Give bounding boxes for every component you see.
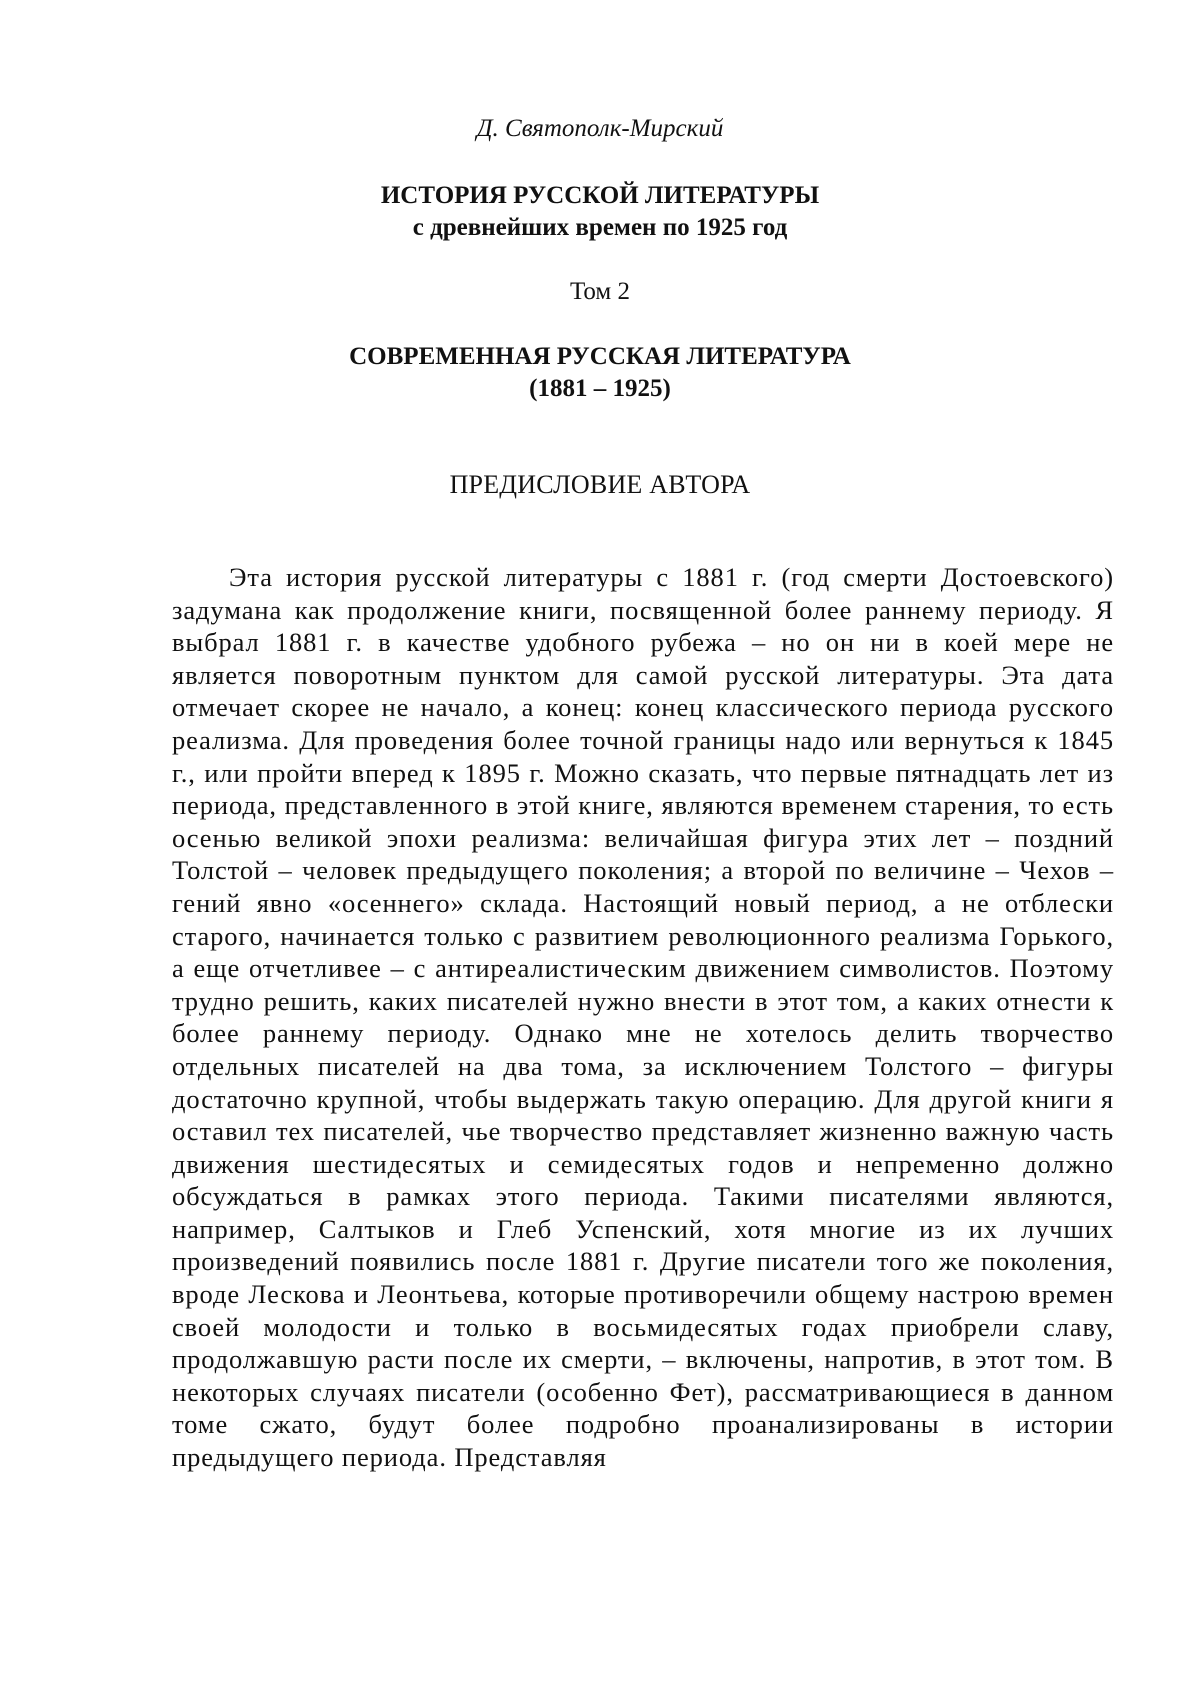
part-years: (1881 – 1925)	[529, 375, 671, 402]
book-subtitle: с древнейших времен по 1925 год	[412, 214, 788, 241]
preface-paragraph: Эта история русской литературы с 1881 г. (год смерти Достоевского) задумана как продолжение книги, посвященной более раннему периоду. Я выбрал 1881 г. в качестве удобного рубежа – но он ни в коей мере не является поворотным пунктом для самой русской литературы. Эта дата отмечает скорее не начало, а конец: конец классического периода русского реализма. Для проведения более точной границы надо или вернуться к 1845 г., или пройти вперед к 1895 г. Можно сказать, что первые пятнадцать лет из периода, представленного в этой книге, являются временем старения, то есть осенью великой эпохи реализма: величайшая фигура этих лет – поздний Толстой – человек предыдущего поколения; а второй по величине – Чехов – гений явно «осеннего» склада. Настоящий новый период, а не отблески старого, начинается только с развитием революционного реализма Горького, а еще отчетливее – с антиреалистическим движением символистов. Поэтому трудно решить, каких писателей нужно внести в этот том, а каких отнести к более раннему периоду. Однако мне не хотелось делить творчество отдельных писателей на два тома, за исключением Толстого – фигуры достаточно крупной, чтобы выдержать такую операцию. Для другой книги я оставил тех писателей, чье творчество представляет жизненно важную часть движения шестидесятых и семидесятых годов и непременно должно обсуждаться в рамках этого периода. Такими писателями являются, например, Салтыков и Глеб Успенский, хотя многие из их лучших произведений появились после 1881 г. Другие писатели того же поколения, вроде Лескова и Леонтьева, которые противоречили общему настрою времен своей молодости и только в восьмидесятых годах приобрели славу, продолжавшую расти после их смерти, – включены, напротив, в этот том. В некоторых случаях писатели (особенно Фет), рассматривающиеся в данном томе сжато, будут более подробно проанализированы в истории предыдущего периода. Представляя	[172, 562, 1114, 1473]
book-title: ИСТОРИЯ РУССКОЙ ЛИТЕРАТУРЫ	[380, 182, 820, 209]
author-name: Д. Святополк-Мирский	[476, 115, 724, 142]
preface-heading: ПРЕДИСЛОВИЕ АВТОРА	[449, 470, 751, 499]
volume-label: Том 2	[570, 278, 630, 305]
part-title: СОВРЕМЕННАЯ РУССКАЯ ЛИТЕРАТУРА	[349, 343, 851, 370]
